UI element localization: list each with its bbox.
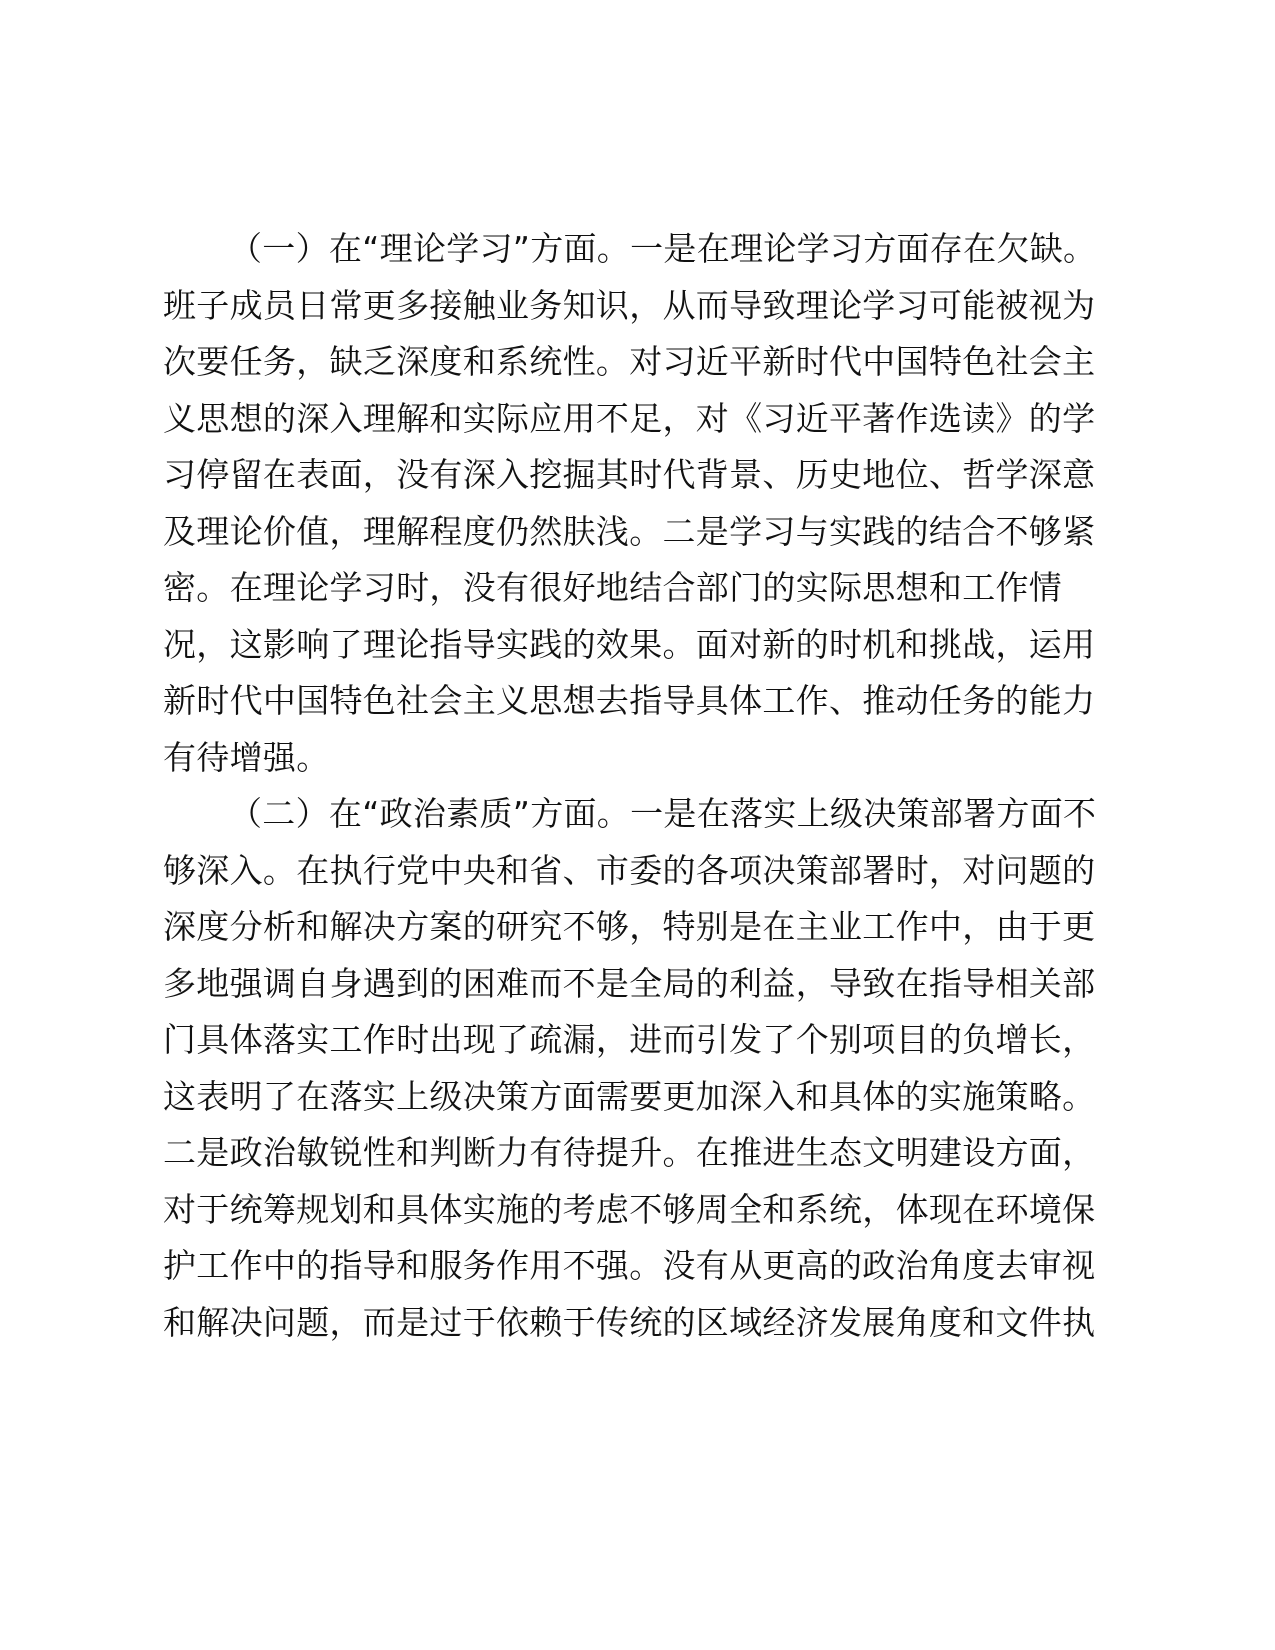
paragraph-1-line-3: 次要任务，缺乏深度和系统性。对习近平新时代中国特色社会主 — [163, 342, 1096, 381]
paragraph-2-line-1: （二）在“政治素质”方面。一是在落实上级决策部署方面不 — [229, 794, 1097, 833]
paragraph-2-line-7: 二是政治敏锐性和判断力有待提升。在推进生态文明建设方面， — [163, 1133, 1096, 1172]
paragraph-1-line-4: 义思想的深入理解和实际应用不足，对《习近平著作选读》的学 — [163, 398, 1096, 438]
paragraph-1-line-7: 密。在理论学习时，没有很好地结合部门的实际思想和工作情 — [163, 568, 1063, 607]
paragraph-1-line-1: （一）在“理论学习”方面。一是在理论学习方面存在欠缺。 — [229, 229, 1097, 268]
paragraph-2-line-8: 对于统筹规划和具体实施的考虑不够周全和系统，体现在环境保 — [163, 1189, 1096, 1229]
paragraph-2-line-9: 护工作中的指导和服务作用不强。没有从更高的政治角度去审视 — [163, 1246, 1096, 1285]
paragraph-1-line-2: 班子成员日常更多接触业务知识，从而导致理论学习可能被视为 — [163, 285, 1096, 325]
paragraph-2-line-10: 和解决问题，而是过于依赖于传统的区域经济发展角度和文件执 — [163, 1302, 1096, 1342]
paragraph-1-line-10: 有待增强。 — [163, 737, 330, 777]
body-text — [163, 221, 1099, 1351]
paragraph-2-line-3: 深度分析和解决方案的研究不够，特别是在主业工作中，由于更 — [163, 907, 1096, 946]
paragraph-2-line-2: 够深入。在执行党中央和省、市委的各项决策部署时，对问题的 — [163, 850, 1096, 890]
paragraph-2-line-6: 这表明了在落实上级决策方面需要更加深入和具体的实施策略。 — [163, 1076, 1096, 1116]
paragraph-1-line-8: 况，这影响了理论指导实践的效果。面对新的时机和挑战，运用 — [163, 624, 1096, 664]
paragraph-1-line-6: 及理论价值，理解程度仍然肤浅。二是学习与实践的结合不够紧 — [163, 511, 1096, 551]
paragraph-2-line-5: 门具体落实工作时出现了疏漏，进而引发了个别项目的负增长， — [163, 1020, 1096, 1059]
paragraph-1-line-5: 习停留在表面，没有深入挖掘其时代背景、历史地位、哲学深意 — [163, 455, 1096, 494]
paragraph-2-line-4: 多地强调自身遇到的困难而不是全局的利益，导致在指导相关部 — [163, 963, 1096, 1003]
paragraph-1-line-9: 新时代中国特色社会主义思想去指导具体工作、推动任务的能力 — [163, 681, 1096, 720]
